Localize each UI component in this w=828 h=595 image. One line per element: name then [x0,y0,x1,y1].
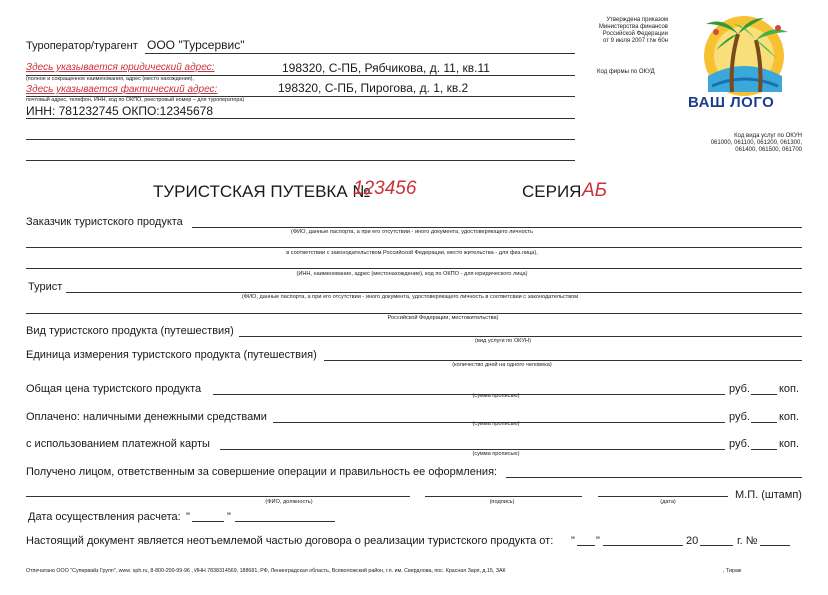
logo-text: ВАШ ЛОГО [688,94,775,111]
operator-value: ООО "Турсервис" [147,38,245,52]
series-label: СЕРИЯ [522,182,582,201]
calc-month-field[interactable] [235,521,335,522]
approval-line-3: Российской Федерации [602,31,668,37]
legal-address-value: 198320, С-ПБ, Рябчикова, д. 11, кв.11 [282,61,490,75]
total-kop-field[interactable] [751,394,777,395]
legal-address-hint: (полное и сокращенное наименования, адрес (место нахождения), [26,76,194,82]
unit-label: Единица измерения туристского продукта (путешествия) [26,349,317,361]
approval-line-2: Министерства финансов [598,24,668,30]
approval-line-1: Утверждена приказом [606,17,668,23]
approval-line-4: от 9 июля 2007 г.№ 60н [603,38,668,44]
inn-okpo-value: ИНН: 781232745 ОКПО:12345678 [26,104,214,118]
voucher-title: ТУРИСТСКАЯ ПУТЕВКА № [153,182,371,201]
date-hint: (дата) [660,499,676,505]
stamp-label: М.П. (штамп) [735,489,802,501]
contract-quote-close: " [596,535,600,547]
customer-hint-2: в соответствии с законодательством Российской Федерации, место жительства - для физ.лица), [286,250,538,256]
calc-date-quote-open: " [186,511,190,523]
card-kop-label: коп. [779,438,800,450]
card-label: с использованием платежной карты [26,438,210,450]
tourist-label: Турист [28,281,63,293]
received-field-line[interactable] [506,477,802,478]
contract-number-label: г. № [737,535,758,547]
received-label: Получено лицом, ответственным за совершение операции и правильность ее оформления: [26,466,498,478]
cash-kop-field[interactable] [751,422,777,423]
extra-line-1 [26,139,575,140]
tourist-field-line[interactable] [66,292,802,293]
customer-label: Заказчик туристского продукта [26,216,183,228]
contract-year-prefix: 20 [686,535,699,547]
cash-hint: (сумма прописью) [472,421,520,427]
inn-line [26,118,575,119]
approval-block [578,17,668,45]
cash-kop-label: коп. [779,411,800,423]
customer-hint-3: (ИНН, наименование, адрес (местонахождение), код по ОКПО - для юридического лица) [296,271,528,277]
voucher-number: 123456 [353,178,417,199]
customer-field-line[interactable] [192,227,802,228]
okun-label: Код вида услуг по ОКУН [734,133,802,139]
okun-block [672,133,802,154]
contract-quote-open: " [571,535,575,547]
unit-hint: (количество дней на одного человека) [452,362,552,368]
footer-printed-by: Отпечатано ООО "Супервайз Групп", www. sph.ru, 8-800-200-99-96 , ИНН 7838314569, 188681, РФ, Ленинградская область, Всеволожский район, г.п. им. Свердлова, пос. Красная Заря, д.15, ЗАК [26,568,506,574]
total-price-label: Общая цена туристского продукта [26,383,202,395]
operator-line [145,53,575,54]
fio-hint: (ФИО, должность) [265,499,313,505]
card-kop-field[interactable] [751,449,777,450]
card-field-line[interactable] [220,449,725,450]
product-type-hint: (вид услуги по ОКУН) [475,338,531,344]
okun-codes-2: 061400, 061500, 061700 [735,147,802,153]
cash-label: Оплачено: наличными денежными средствами [26,411,267,423]
total-rub-label: руб. [729,383,750,395]
actual-address-hint: почтовый адрес, телефон, ИНН, код по ОКПО, реестровый номер – для туроператора) [26,97,245,103]
actual-address-value: 198320, С-ПБ, Пирогова, д. 1, кв.2 [278,81,469,95]
tourist-hint-1: (ФИО, данные паспорта, а при его отсутствии - иного документа, удостоверяющего личность в соответсвии с законодательством [241,294,579,300]
card-hint: (сумма прописью) [472,451,520,457]
signature-hint: (подпись) [489,499,515,505]
contract-year-field[interactable] [700,545,733,546]
contract-month-field[interactable] [603,545,683,546]
legal-address-placeholder: Здесь указывается юридический адрес: [26,62,215,73]
contract-text: Настоящий документ является неотъемлемой частью договора о реализации туристского продукта от: [26,535,554,547]
total-price-field-line[interactable] [213,394,725,395]
contract-day-field[interactable] [577,545,595,546]
cash-rub-label: руб. [729,411,750,423]
calc-date-label: Дата осуществления расчета: [28,511,181,523]
okun-codes-1: 061000, 061100, 061200, 061300, [710,140,802,146]
total-kop-label: коп. [779,383,800,395]
date-field-line[interactable] [598,496,728,497]
customer-field-line-2[interactable] [26,247,802,248]
actual-address-placeholder: Здесь указывается фактический адрес: [26,84,218,95]
operator-label: Туроператор/турагент [26,40,138,52]
product-type-field-line[interactable] [239,336,802,337]
tourist-hint-2: Российской Федерации, местожительства) [387,315,499,321]
extra-line-2 [26,160,575,161]
customer-field-line-3[interactable] [26,268,802,269]
total-price-hint: (сумма прописью) [472,393,520,399]
series-value: АБ [582,180,608,201]
okud-label: Код фирмы по ОКУД [597,69,655,75]
contract-number-field[interactable] [760,545,790,546]
fio-field-line[interactable] [26,496,410,497]
customer-hint-1: (ФИО, данные паспорта, а при его отсутствии - иного документа, удостоверяющего личность [291,229,533,235]
unit-field-line[interactable] [324,360,802,361]
calc-date-quote-close: " [227,511,231,523]
signature-field-line[interactable] [425,496,582,497]
product-type-label: Вид туристского продукта (путешествия) [26,325,234,337]
calc-day-field[interactable] [192,521,224,522]
footer-tirazh: , Тираж [723,568,742,574]
card-rub-label: руб. [729,438,750,450]
tourist-field-line-2[interactable] [26,313,802,314]
